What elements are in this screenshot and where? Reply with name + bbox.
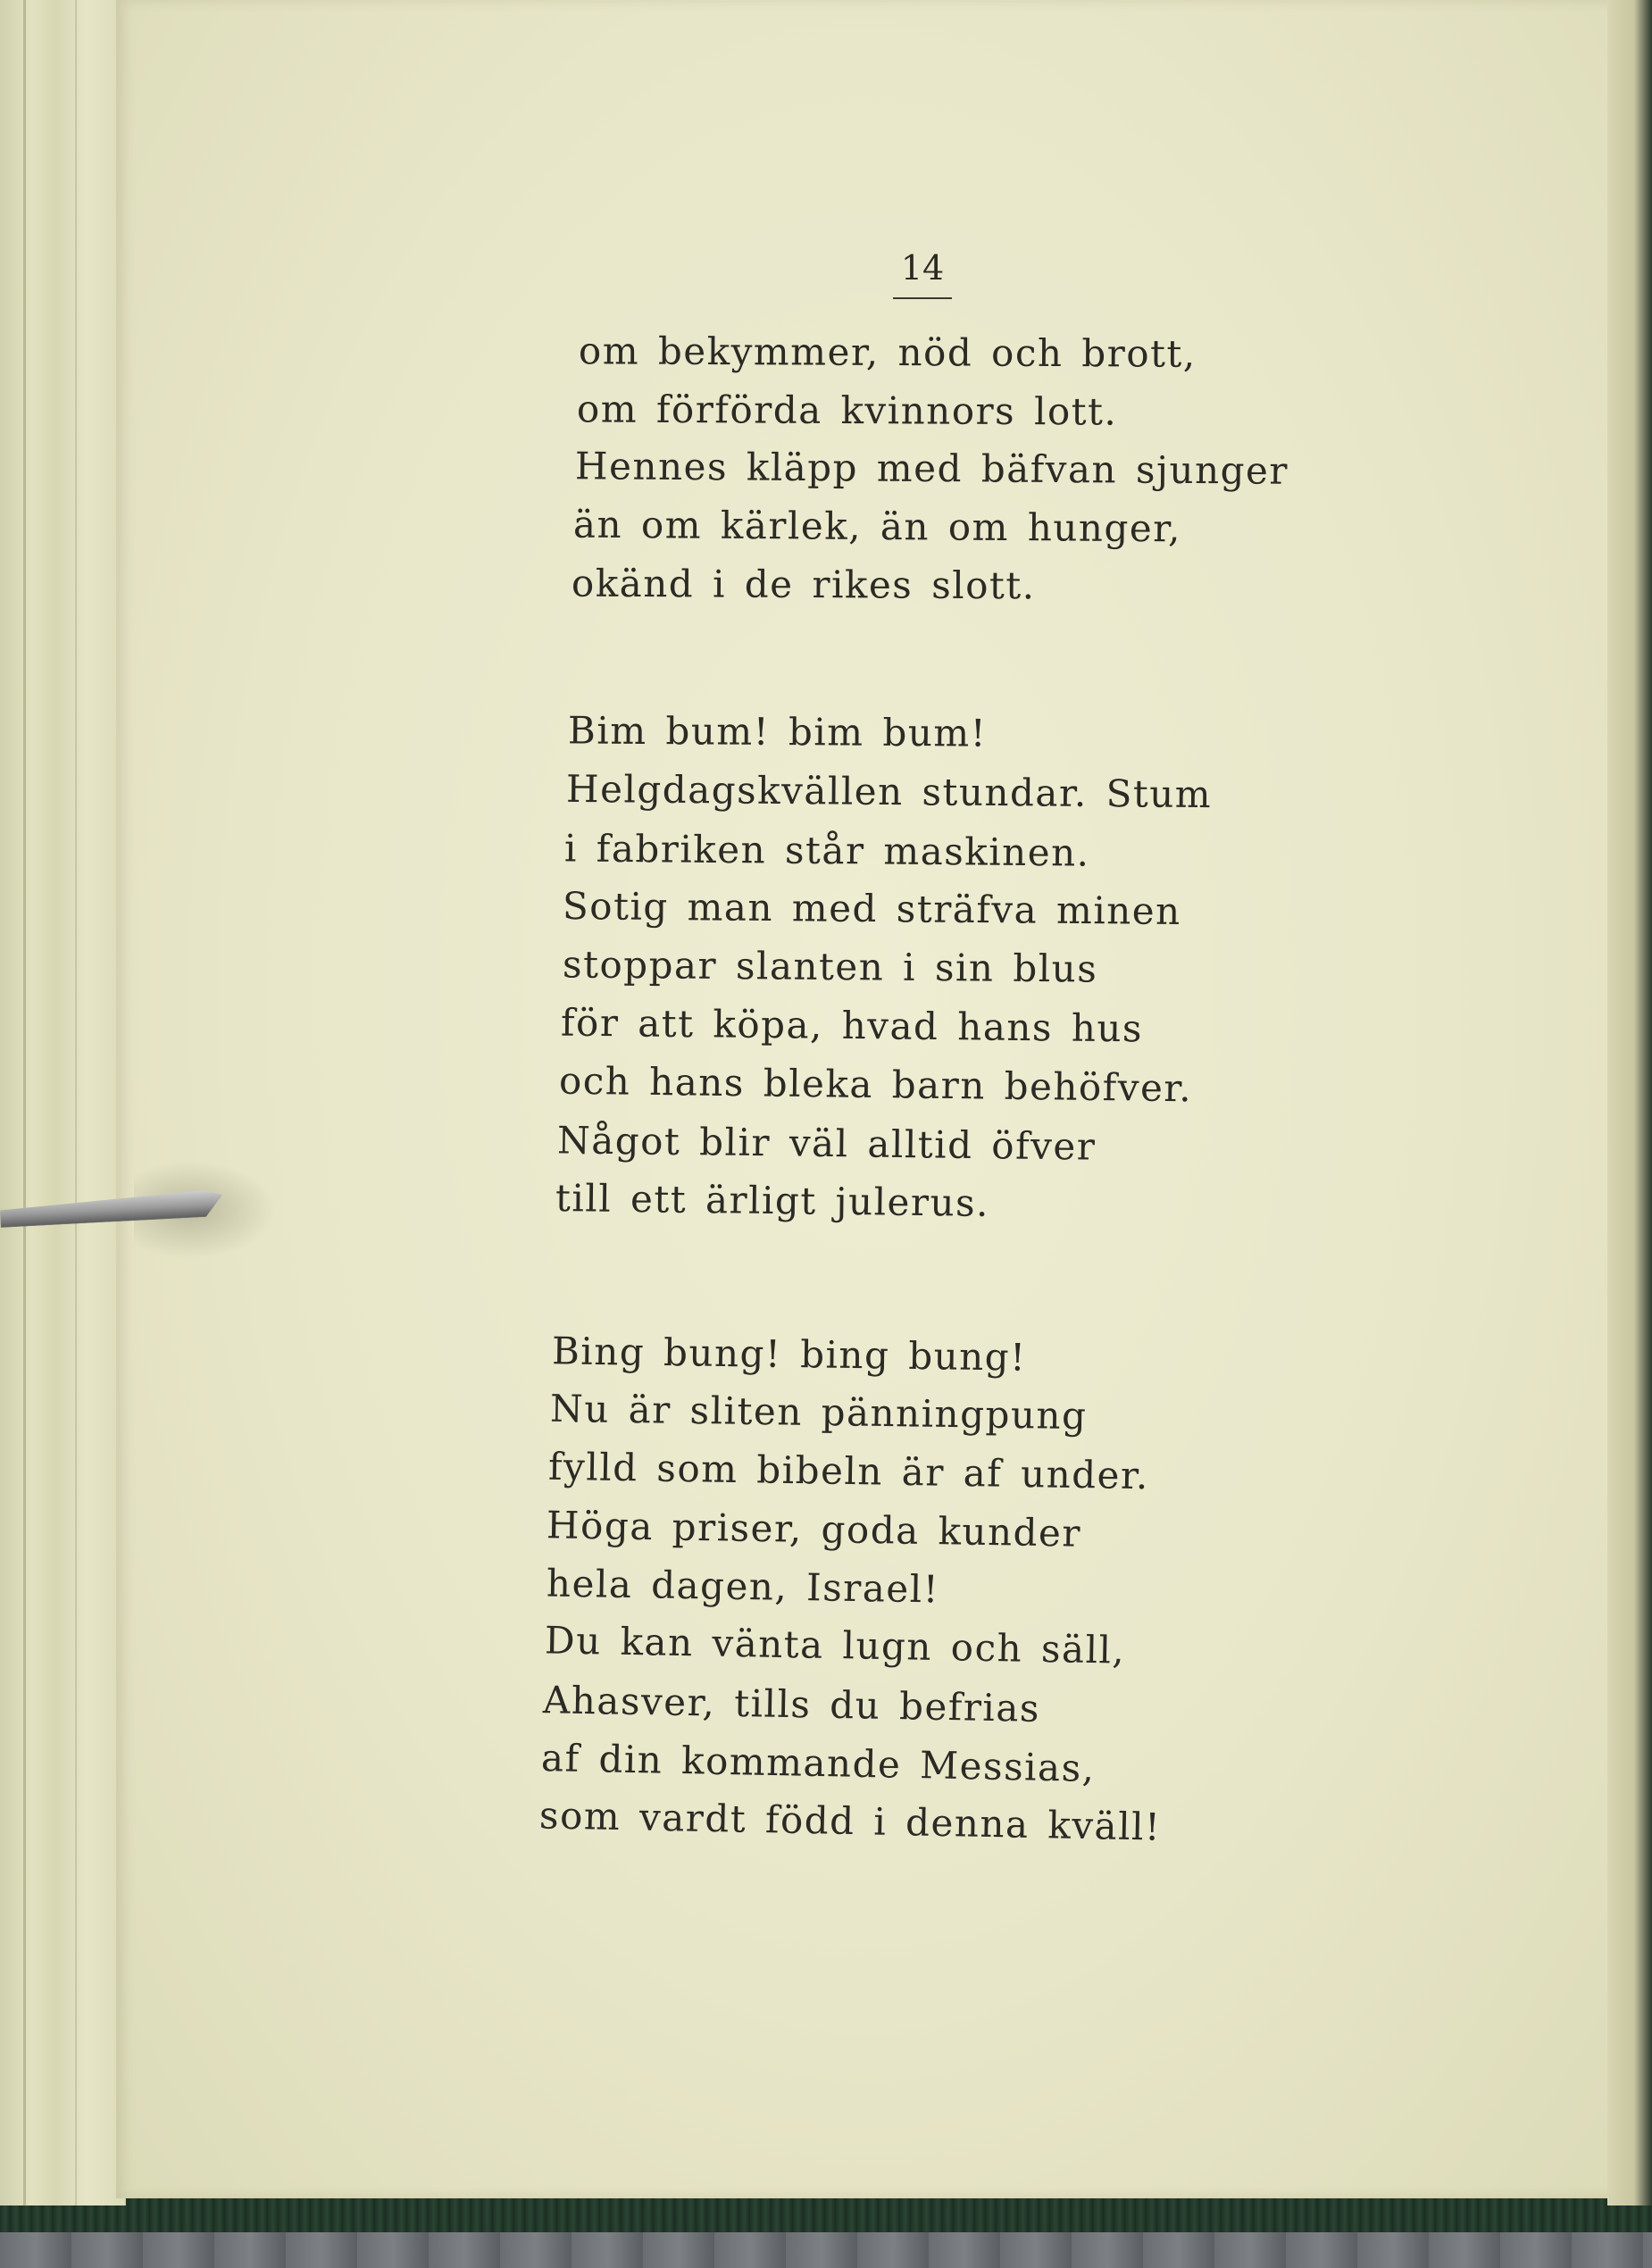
poem-line: Något blir väl alltid öfver <box>556 1118 1097 1169</box>
poem-line: okänd i de rikes slott. <box>571 561 1036 608</box>
poem-line: Bing bung! bing bung! <box>551 1329 1027 1380</box>
poem-line: Hennes kläpp med bäfvan sjunger <box>574 444 1289 493</box>
poem-line: än om kärlek, än om hunger, <box>572 502 1182 551</box>
poem-line: hela dagen, Israel! <box>546 1561 940 1612</box>
poem-line: Nu är sliten pänningpung <box>549 1386 1088 1438</box>
poem-line: Sotig man med sträfva minen <box>562 883 1181 934</box>
poem-line: till ett ärligt julerus. <box>555 1176 990 1225</box>
poem-line: och hans bleka barn behöfver. <box>558 1058 1193 1111</box>
poem-line: i fabriken står maskinen. <box>563 826 1090 875</box>
poem-line: fylld som bibeln är af under. <box>547 1444 1150 1498</box>
poem-line: Du kan vänta lugn och säll, <box>544 1618 1126 1672</box>
poem-line: som vardt född i denna kväll! <box>538 1793 1162 1849</box>
poem-line: Helgdagskvällen stundar. Stum <box>565 766 1213 817</box>
poem-line: Höga priser, goda kunder <box>546 1503 1082 1555</box>
poem-line: stoppar slanten i sin blus <box>562 942 1098 991</box>
poem-line: för att köpa, hvad hans hus <box>560 1000 1144 1051</box>
poem-line: af din kommande Messias, <box>540 1736 1096 1790</box>
poem-line: om förförda kvinnors lott. <box>576 387 1118 434</box>
page-number: 14 <box>900 248 945 288</box>
poem-line: Ahasver, tills du befrias <box>542 1678 1041 1730</box>
poem-line: om bekymmer, nöd och brott, <box>578 329 1197 376</box>
poem-line: Bim bum! bim bum! <box>567 708 988 755</box>
